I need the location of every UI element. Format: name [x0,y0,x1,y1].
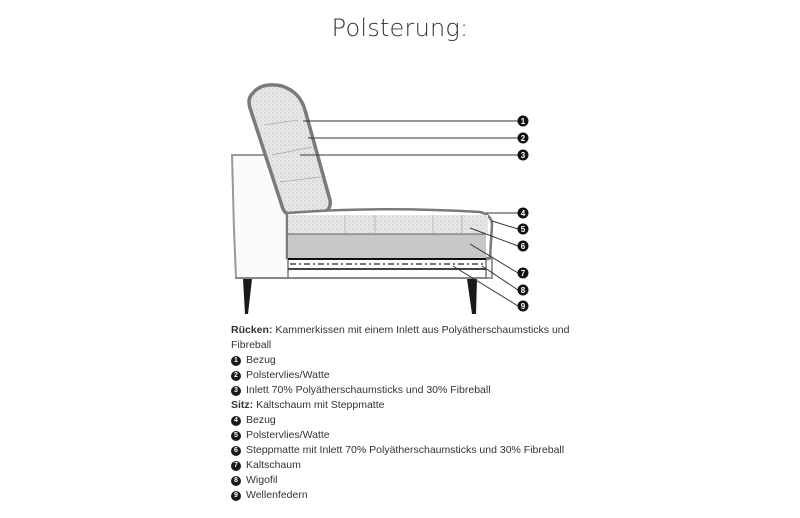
legend [231,323,571,503]
seat-description: Kaltschaum mit Steppmatte [253,399,385,411]
number-badge-icon: 7 [231,461,241,471]
legend-item [231,368,571,383]
legend-item-text: Inlett 70% Polyätherschaumsticks und 30% Fibreball [246,384,491,396]
seat-cushion [287,209,492,270]
number-badge-icon: 5 [231,431,241,441]
svg-text:1: 1 [520,117,526,126]
back-description: Kammerkissen mit einem Inlett aus Polyätherschaumsticks und Fibreball [231,324,570,351]
legend-item-text: Steppmatte mit Inlett 70% Polyätherschaumsticks und 30% Fibreball [246,444,565,456]
legend-item-text: Bezug [246,414,276,426]
svg-text:7: 7 [520,269,526,278]
legend-item [231,353,571,368]
svg-text:8: 8 [520,286,526,295]
legend-item-text: Bezug [246,354,276,366]
number-badge-icon: 2 [231,371,241,381]
svg-text:3: 3 [520,151,526,160]
legend-seat-heading [231,398,571,413]
callout-markers [518,116,529,312]
legend-item-text: Wellenfedern [246,489,308,501]
legend-item-text: Wigofil [246,474,278,486]
svg-text:4: 4 [520,209,526,218]
number-badge-icon: 4 [231,416,241,426]
seat-label: Sitz: [231,399,254,411]
number-badge-icon: 6 [231,446,241,456]
legend-item-text: Kaltschaum [246,459,301,471]
back-leg [467,279,477,314]
legend-item [231,428,571,443]
legend-item [231,458,571,473]
svg-text:5: 5 [520,225,526,234]
legend-item-text: Polstervlies/Watte [246,429,330,441]
number-badge-icon: 3 [231,386,241,396]
legend-item [231,488,571,503]
svg-text:9: 9 [520,302,526,311]
legend-item [231,473,571,488]
number-badge-icon: 1 [231,356,241,366]
legend-item [231,383,571,398]
svg-text:2: 2 [520,134,526,143]
page-title: Polsterung: [331,14,469,42]
legend-item [231,413,571,428]
number-badge-icon: 9 [231,491,241,501]
svg-text:6: 6 [520,242,526,251]
legend-back-heading [231,323,571,353]
back-label: Rücken: [231,324,273,336]
front-leg [243,279,252,314]
number-badge-icon: 8 [231,476,241,486]
legend-item [231,443,571,458]
legend-item-text: Polstervlies/Watte [246,369,330,381]
